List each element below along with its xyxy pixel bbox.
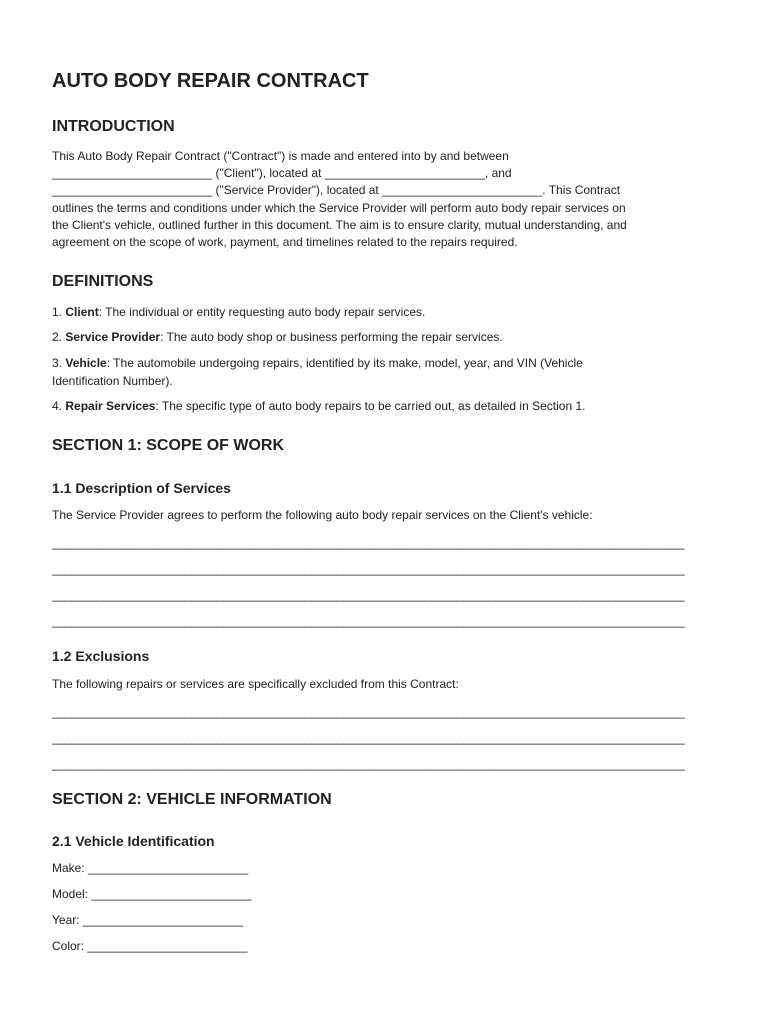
blank-line[interactable]: ____________________________________________________________________________________________________ bbox=[52, 757, 685, 771]
definition-number: 2. bbox=[52, 330, 63, 344]
model-field bbox=[52, 886, 252, 903]
exclusions-heading: 1.2 Exclusions bbox=[52, 648, 150, 664]
make-field bbox=[52, 860, 248, 877]
definition-number: 1. bbox=[52, 305, 63, 319]
definition-number: 3. bbox=[52, 356, 63, 370]
definition-text: : The individual or entity requesting auto body repair services. bbox=[98, 305, 426, 319]
field-label: Color: bbox=[52, 939, 85, 953]
introduction-line: outlines the terms and conditions under which the Service Provider will perform auto body repair services on bbox=[52, 201, 626, 215]
blank-line[interactable]: ____________________________________________________________________________________________________ bbox=[52, 705, 685, 719]
introduction-line: the Client's vehicle, outlined further in this document. The aim is to ensure clarity, mutual understanding, and bbox=[52, 218, 627, 232]
blank-line[interactable]: ____________________________________________________________________________________________________ bbox=[52, 536, 685, 550]
field-blank[interactable]: ________________________ bbox=[87, 939, 248, 953]
introduction-line: This Auto Body Repair Contract ("Contract") is made and entered into by and between bbox=[52, 149, 509, 163]
blank-line[interactable]: ____________________________________________________________________________________________________ bbox=[52, 614, 685, 628]
description-of-services-heading: 1.1 Description of Services bbox=[52, 480, 231, 496]
field-blank[interactable]: ________________________ bbox=[88, 861, 249, 875]
blank-line[interactable]: ____________________________________________________________________________________________________ bbox=[52, 562, 685, 576]
definition-item bbox=[52, 304, 425, 321]
blank-line[interactable]: ____________________________________________________________________________________________________ bbox=[52, 731, 685, 745]
field-blank[interactable]: ________________________ bbox=[82, 913, 244, 927]
section1-heading: SECTION 1: SCOPE OF WORK bbox=[52, 437, 285, 454]
year-field bbox=[52, 912, 243, 929]
description-of-services-text: The Service Provider agrees to perform the following auto body repair services on the Client's vehicle: bbox=[52, 508, 593, 522]
definition-text: : The auto body shop or business performing the repair services. bbox=[160, 330, 503, 344]
field-label: Model: bbox=[52, 887, 89, 901]
definition-item bbox=[52, 355, 583, 372]
definition-number: 4. bbox=[52, 399, 63, 413]
document-title: AUTO BODY REPAIR CONTRACT bbox=[52, 70, 369, 92]
definition-term: Service Provider bbox=[65, 330, 161, 344]
introduction-heading: INTRODUCTION bbox=[52, 118, 175, 135]
definition-continuation: Identification Number). bbox=[52, 374, 173, 388]
definition-term: Client bbox=[65, 305, 99, 319]
definitions-heading: DEFINITIONS bbox=[52, 273, 154, 290]
definition-item bbox=[52, 398, 585, 415]
introduction-line: agreement on the scope of work, payment, and timelines related to the repairs required. bbox=[52, 235, 518, 249]
color-field bbox=[52, 938, 248, 955]
definition-term: Repair Services bbox=[65, 399, 156, 413]
definition-term: Vehicle bbox=[65, 356, 107, 370]
exclusions-text: The following repairs or services are specifically excluded from this Contract: bbox=[52, 677, 459, 691]
section2-heading: SECTION 2: VEHICLE INFORMATION bbox=[52, 791, 332, 808]
introduction-line: ________________________ ("Client"), located at ________________________, and bbox=[52, 166, 512, 180]
definition-item bbox=[52, 329, 503, 346]
field-blank[interactable]: ________________________ bbox=[91, 887, 252, 901]
vehicle-identification-heading: 2.1 Vehicle Identification bbox=[52, 833, 215, 849]
definition-text: : The automobile undergoing repairs, identified by its make, model, year, and VIN (Vehicle bbox=[106, 356, 583, 370]
definition-text: : The specific type of auto body repairs to be carried out, as detailed in Section 1. bbox=[155, 399, 586, 413]
field-label: Make: bbox=[52, 861, 85, 875]
introduction-line: ________________________ ("Service Provider"), located at ________________________. This Contract bbox=[52, 183, 621, 197]
blank-line[interactable]: ____________________________________________________________________________________________________ bbox=[52, 588, 685, 602]
field-label: Year: bbox=[52, 913, 80, 927]
